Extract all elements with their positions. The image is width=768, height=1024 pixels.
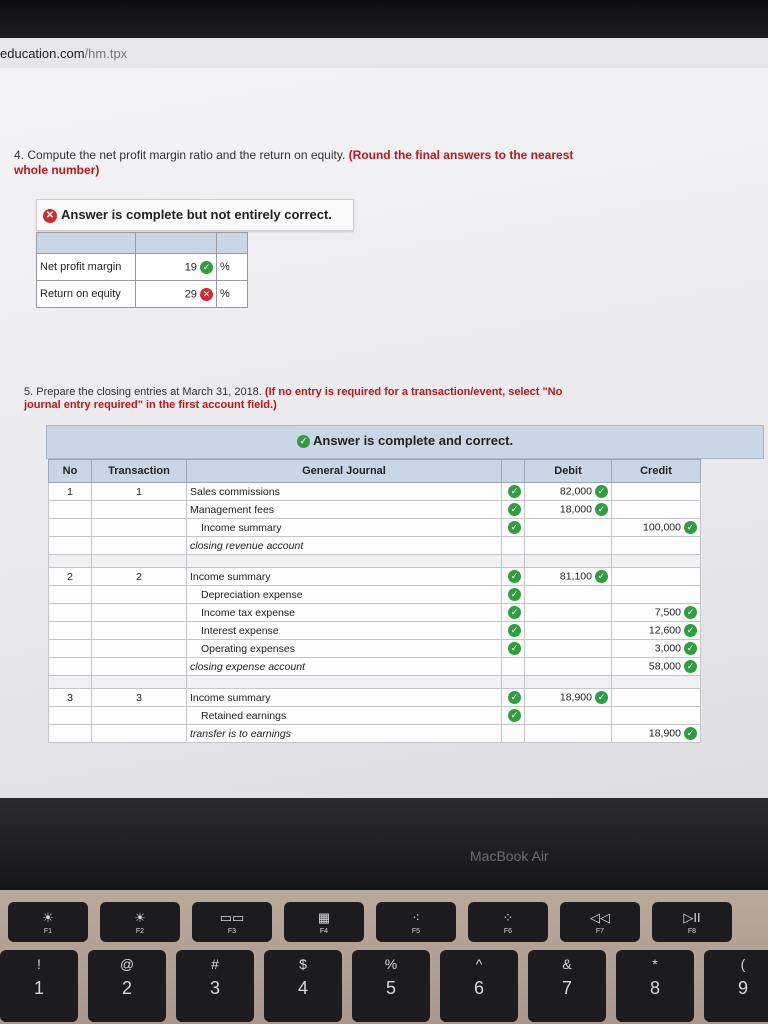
journal-panel: [46, 425, 762, 798]
debit-field[interactable]: [525, 537, 612, 555]
question-4-prompt: 4. Compute the net profit margin ratio and the return on equity. (Round the final answers to the nearest whole number): [14, 148, 574, 177]
transaction-number: [92, 622, 187, 640]
debit-field[interactable]: [525, 640, 612, 658]
credit-field[interactable]: 3,000 ✓: [612, 640, 701, 658]
credit-field[interactable]: 100,000 ✓: [612, 519, 701, 537]
journal-row: [49, 568, 701, 586]
journal-row: [49, 725, 701, 743]
debit-field[interactable]: 18,900 ✓: [525, 689, 612, 707]
account-field[interactable]: closing expense account: [187, 658, 502, 676]
account-field[interactable]: Interest expense: [187, 622, 502, 640]
entry-number: [49, 622, 92, 640]
percent-unit: %: [217, 254, 248, 281]
check-cell: [502, 658, 525, 676]
check-cell: [502, 640, 525, 658]
credit-field[interactable]: [612, 707, 701, 725]
correct-icon: ✓: [684, 642, 697, 655]
account-field[interactable]: Operating expenses: [187, 640, 502, 658]
debit-field[interactable]: [525, 707, 612, 725]
number-key-7[interactable]: & 7: [528, 950, 606, 1022]
correct-icon: ✓: [508, 521, 521, 534]
transaction-number: [92, 604, 187, 622]
correct-icon: ✓: [508, 570, 521, 583]
check-cell: [502, 622, 525, 640]
debit-field[interactable]: 18,000 ✓: [525, 501, 612, 519]
credit-field[interactable]: 18,900 ✓: [612, 725, 701, 743]
transaction-number: [92, 586, 187, 604]
laptop-brand: MacBook Air: [470, 848, 549, 864]
debit-field[interactable]: 81,100 ✓: [525, 568, 612, 586]
col-header-transaction: Transaction: [92, 460, 187, 483]
entry-number: [49, 537, 92, 555]
correct-icon: ✓: [508, 691, 521, 704]
correct-icon: ✓: [508, 588, 521, 601]
debit-field[interactable]: [525, 725, 612, 743]
function-key-6[interactable]: ⁘ F6: [468, 902, 548, 942]
account-field[interactable]: Sales commissions: [187, 483, 502, 501]
return-on-equity-input[interactable]: 29 ✕: [136, 281, 217, 308]
check-cell: [502, 725, 525, 743]
number-key-2[interactable]: @ 2: [88, 950, 166, 1022]
number-key-3[interactable]: # 3: [176, 950, 254, 1022]
entry-number: [49, 519, 92, 537]
journal-row: [49, 604, 701, 622]
account-field[interactable]: closing revenue account: [187, 537, 502, 555]
debit-field[interactable]: [525, 519, 612, 537]
correct-icon: ✓: [508, 485, 521, 498]
entry-number: 1: [49, 483, 92, 501]
table-row: [37, 254, 248, 281]
journal-row: [49, 483, 701, 501]
general-journal-table: [48, 459, 701, 743]
transaction-number: [92, 537, 187, 555]
check-cell: [502, 586, 525, 604]
ratio-answer-table: [36, 232, 248, 308]
number-key-1[interactable]: ! 1: [0, 950, 78, 1022]
function-key-2[interactable]: ☀ F2: [100, 902, 180, 942]
transaction-number: [92, 519, 187, 537]
transaction-number: 1: [92, 483, 187, 501]
correct-icon: ✓: [508, 606, 521, 619]
credit-field[interactable]: 58,000 ✓: [612, 658, 701, 676]
check-cell: [502, 604, 525, 622]
journal-row: [49, 689, 701, 707]
entry-spacer: [49, 555, 701, 568]
answer-status-partial: ✕ Answer is complete but not entirely correct.: [36, 199, 354, 231]
transaction-number: [92, 658, 187, 676]
correct-icon: ✓: [508, 709, 521, 722]
number-key-4[interactable]: $ 4: [264, 950, 342, 1022]
credit-field[interactable]: [612, 483, 701, 501]
account-field[interactable]: Income summary: [187, 689, 502, 707]
journal-row: [49, 658, 701, 676]
correct-icon: ✓: [508, 642, 521, 655]
entry-number: 3: [49, 689, 92, 707]
address-bar[interactable]: [0, 38, 768, 69]
account-field[interactable]: Income tax expense: [187, 604, 502, 622]
check-cell: [502, 501, 525, 519]
correct-icon: ✓: [595, 485, 608, 498]
check-cell: [502, 689, 525, 707]
account-field[interactable]: Depreciation expense: [187, 586, 502, 604]
function-key-8[interactable]: ▷II F8: [652, 902, 732, 942]
function-key-7[interactable]: ◁◁ F7: [560, 902, 640, 942]
transaction-number: 2: [92, 568, 187, 586]
keyboard: [0, 890, 768, 1024]
account-field[interactable]: transfer is to earnings: [187, 725, 502, 743]
answer-status-correct: ✓ Answer is complete and correct.: [46, 425, 764, 459]
net-profit-margin-input[interactable]: 19 ✓: [136, 254, 217, 281]
check-cell: [502, 519, 525, 537]
credit-field[interactable]: [612, 501, 701, 519]
entry-number: [49, 707, 92, 725]
number-key-8[interactable]: * 8: [616, 950, 694, 1022]
entry-number: [49, 725, 92, 743]
credit-field[interactable]: 7,500 ✓: [612, 604, 701, 622]
debit-field[interactable]: [525, 604, 612, 622]
journal-row: [49, 640, 701, 658]
entry-spacer: [49, 676, 701, 689]
account-field[interactable]: Retained earnings: [187, 707, 502, 725]
rounding-note: (Round the final answers to the nearest whole number): [14, 148, 574, 177]
account-field[interactable]: Income summary: [187, 568, 502, 586]
number-key-6[interactable]: ^ 6: [440, 950, 518, 1022]
correct-icon: ✓: [595, 570, 608, 583]
credit-field[interactable]: 12,600 ✓: [612, 622, 701, 640]
correct-icon: ✓: [508, 503, 521, 516]
transaction-number: [92, 707, 187, 725]
credit-field[interactable]: [612, 568, 701, 586]
credit-field[interactable]: [612, 689, 701, 707]
credit-field[interactable]: [612, 586, 701, 604]
function-key-4[interactable]: ▦ F4: [284, 902, 364, 942]
correct-icon: ✓: [508, 624, 521, 637]
correct-icon: ✓: [684, 521, 697, 534]
entry-number: [49, 586, 92, 604]
transaction-number: [92, 725, 187, 743]
check-cell: [502, 707, 525, 725]
transaction-number: [92, 501, 187, 519]
entry-number: [49, 604, 92, 622]
journal-row: [49, 537, 701, 555]
check-cell: [502, 537, 525, 555]
correct-icon: ✓: [684, 660, 697, 673]
url-text[interactable]: education.com/hm.tpx: [0, 46, 128, 61]
function-key-5[interactable]: ⁖ F5: [376, 902, 456, 942]
credit-field[interactable]: [612, 537, 701, 555]
journal-row: [49, 707, 701, 725]
number-key-5[interactable]: % 5: [352, 950, 430, 1022]
entry-number: [49, 658, 92, 676]
correct-icon: ✓: [297, 435, 310, 448]
journal-row: [49, 622, 701, 640]
account-field[interactable]: Income summary: [187, 519, 502, 537]
correct-icon: ✓: [595, 691, 608, 704]
check-cell: [502, 568, 525, 586]
correct-icon: ✓: [200, 261, 213, 274]
debit-field[interactable]: [525, 658, 612, 676]
incorrect-icon: ✕: [200, 288, 213, 301]
entry-number: [49, 640, 92, 658]
col-header-no: No: [49, 460, 92, 483]
page-content: [0, 68, 768, 798]
ratio-label: Net profit margin: [37, 254, 136, 281]
transaction-number: [92, 640, 187, 658]
journal-row: [49, 519, 701, 537]
correct-icon: ✓: [595, 503, 608, 516]
table-row: [37, 281, 248, 308]
journal-row: [49, 586, 701, 604]
correct-icon: ✓: [684, 727, 697, 740]
screen-bezel-bottom: [0, 798, 768, 894]
number-key-9[interactable]: ( 9: [704, 950, 768, 1022]
function-key-3[interactable]: ▭▭ F3: [192, 902, 272, 942]
debit-field[interactable]: 82,000 ✓: [525, 483, 612, 501]
col-header-account: General Journal: [187, 460, 502, 483]
correct-icon: ✓: [684, 606, 697, 619]
entry-number: 2: [49, 568, 92, 586]
journal-note: (If no entry is required for a transaction/event, select "No journal entry required" in the first account field.): [24, 386, 563, 411]
correct-icon: ✓: [684, 624, 697, 637]
col-header-credit: Credit: [612, 460, 701, 483]
incorrect-icon: ✕: [43, 209, 57, 223]
ratio-label: Return on equity: [37, 281, 136, 308]
function-key-1[interactable]: ☀ F1: [8, 902, 88, 942]
entry-number: [49, 501, 92, 519]
debit-field[interactable]: [525, 586, 612, 604]
journal-row: [49, 501, 701, 519]
transaction-number: 3: [92, 689, 187, 707]
debit-field[interactable]: [525, 622, 612, 640]
check-cell: [502, 483, 525, 501]
question-5-prompt: 5. Prepare the closing entries at March 31, 2018. (If no entry is required for a transaction/event, select "No journal entry required" in the first account field.): [24, 386, 563, 411]
col-header-debit: Debit: [525, 460, 612, 483]
percent-unit: %: [217, 281, 248, 308]
account-field[interactable]: Management fees: [187, 501, 502, 519]
